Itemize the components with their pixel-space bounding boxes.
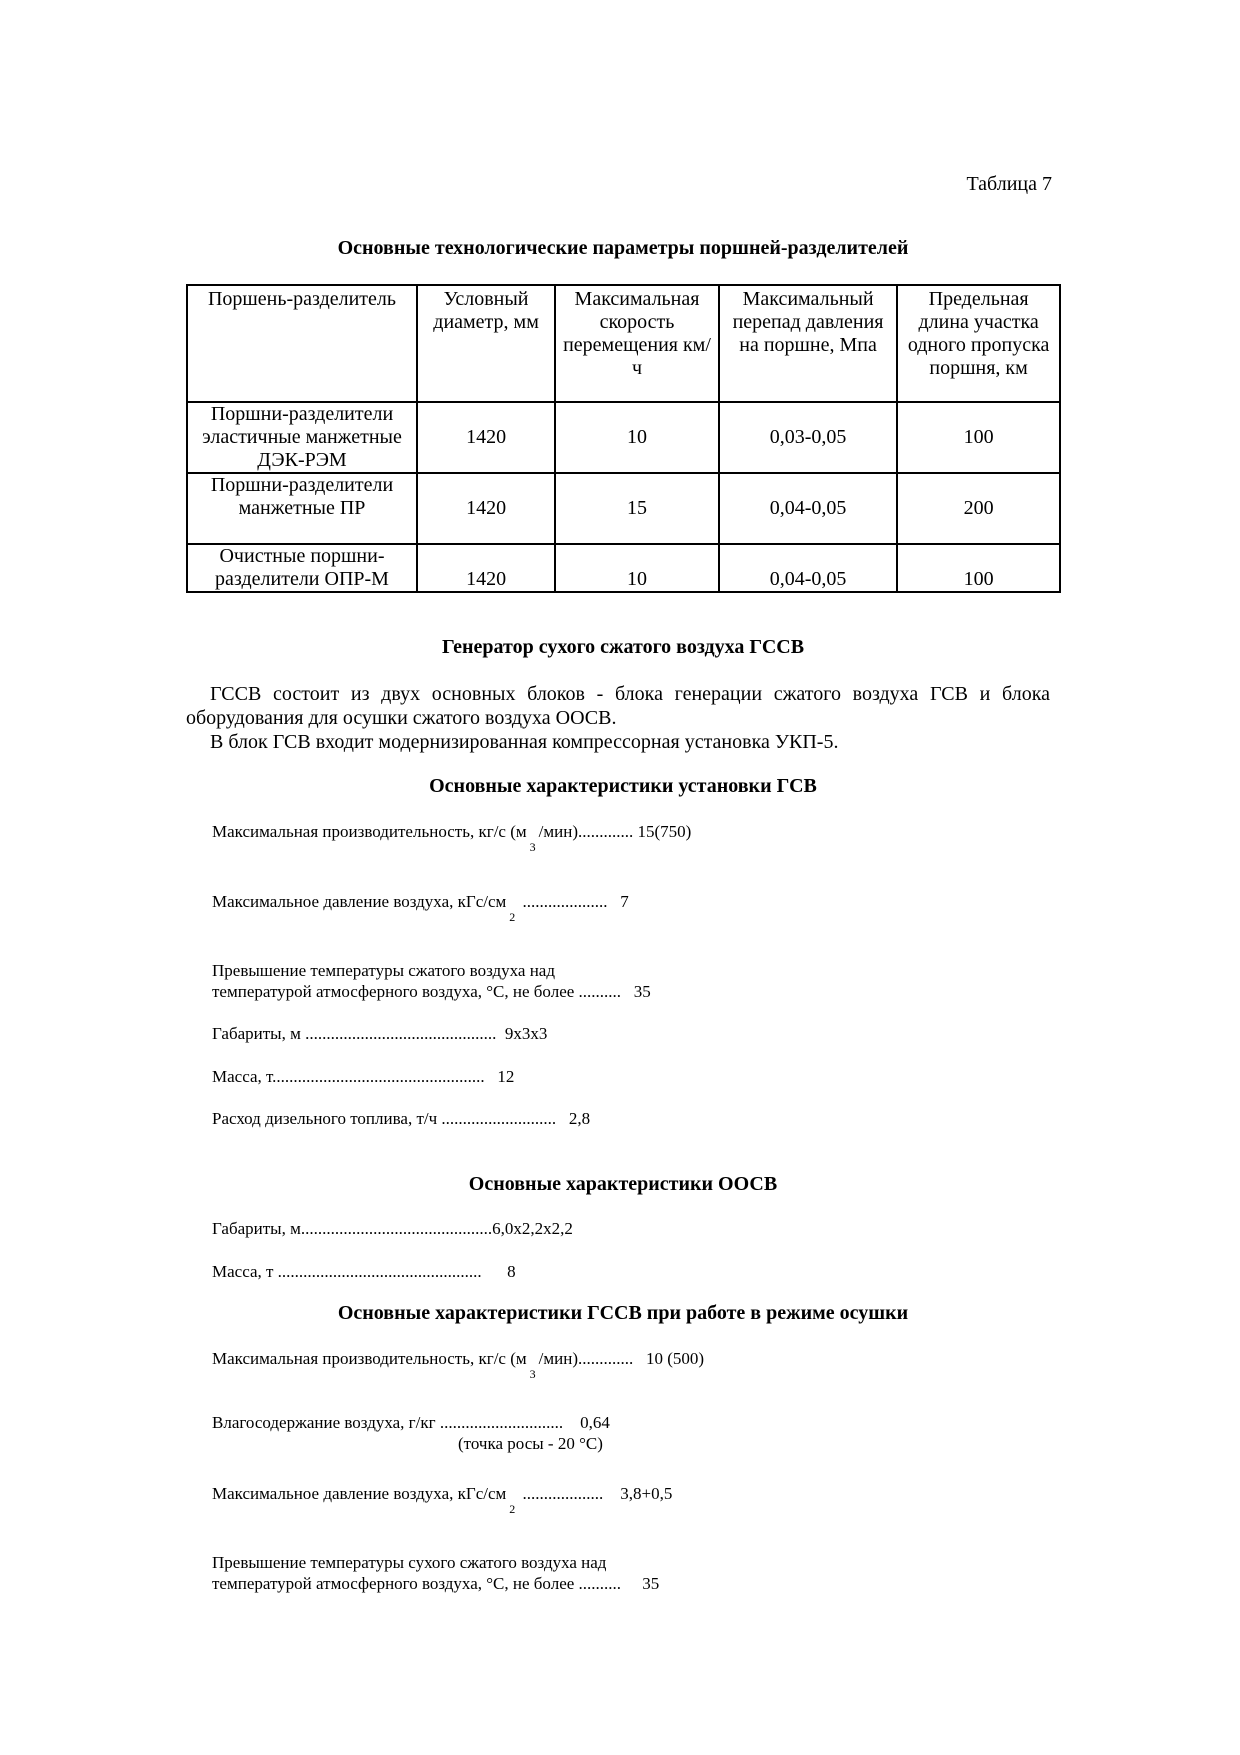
- header-diameter: Условный диаметр, мм: [417, 285, 555, 402]
- spec-line: Превышение температуры сухого сжатого воздуха над: [212, 1553, 607, 1572]
- cell-diameter: 1420: [417, 473, 555, 544]
- cell-speed: 10: [555, 544, 719, 592]
- gssv-paragraph-2: В блок ГСВ входит модернизированная компрессорная установка УКП-5.: [210, 731, 839, 753]
- table-row: [187, 402, 1060, 473]
- cell-length: 100: [897, 544, 1060, 592]
- spec-line: Превышение температуры сжатого воздуха над: [212, 961, 555, 980]
- spec-label: Максимальное давление воздуха, кГс/см: [212, 892, 507, 911]
- drying-temperature: [212, 1552, 659, 1594]
- gssv-description: [186, 682, 1050, 754]
- spec-value: /мин)............. 15(750): [538, 822, 692, 841]
- table-title: Основные технологические параметры поршней-разделителей: [337, 237, 909, 259]
- cell-pressure-drop: 0,03-0,05: [719, 402, 897, 473]
- subscript: 2: [509, 1502, 516, 1516]
- gsv-mass: Масса, т.................................................. 12: [212, 1067, 515, 1086]
- gsv-fuel-consumption: Расход дизельного топлива, т/ч ........................... 2,8: [212, 1109, 591, 1128]
- cell-diameter: 1420: [417, 402, 555, 473]
- table-header-row: [187, 285, 1060, 402]
- spec-label: Максимальная производительность, кг/с (м: [212, 822, 527, 841]
- drying-dew-point: (точка росы - 20 °С): [458, 1434, 603, 1453]
- cell-speed: 10: [555, 402, 719, 473]
- cell-speed: 15: [555, 473, 719, 544]
- drying-pressure: [212, 1483, 673, 1516]
- oosv-heading: Основные характеристики ООСВ: [468, 1173, 778, 1195]
- pistons-parameters-table: [186, 284, 1061, 593]
- cell-piston: Поршни-разделители эластичные манжетные ДЭК-РЭМ: [187, 402, 417, 473]
- spec-line: температурой атмосферного воздуха, °С, не более .......... 35: [212, 1574, 660, 1593]
- table-number-label: Таблица 7: [966, 173, 1052, 195]
- cell-piston: Поршни-разделители манжетные ПР: [187, 473, 417, 544]
- cell-pressure-drop: 0,04-0,05: [719, 544, 897, 592]
- oosv-mass: Масса, т ................................................ 8: [212, 1262, 516, 1281]
- drying-moisture: Влагосодержание воздуха, г/кг ............................. 0,64: [212, 1413, 610, 1432]
- gsv-dimensions: Габариты, м ............................................. 9х3х3: [212, 1024, 548, 1043]
- table-row: [187, 473, 1060, 544]
- spec-value: .................... 7: [518, 892, 629, 911]
- spec-value: /мин)............. 10 (500): [538, 1349, 705, 1368]
- header-piston: Поршень-разделитель: [187, 285, 417, 402]
- cell-length: 200: [897, 473, 1060, 544]
- subscript: 3: [529, 1367, 536, 1381]
- gssv-paragraph-1: ГССВ состоит из двух основных блоков - блока генерации сжатого воздуха ГСВ и блока оборудования для осушки сжатого воздуха ООСВ.: [186, 683, 1050, 729]
- spec-label: Максимальное давление воздуха, кГс/см: [212, 1484, 507, 1503]
- subscript: 3: [529, 840, 536, 854]
- gssv-heading: Генератор сухого сжатого воздуха ГССВ: [441, 636, 805, 658]
- header-speed: Максимальная скорость перемещения км/ч: [555, 285, 719, 402]
- drying-heading: Основные характеристики ГССВ при работе в режиме осушки: [337, 1302, 909, 1324]
- subscript: 2: [509, 910, 516, 924]
- oosv-dimensions: Габариты, м.............................................6,0х2,2х2,2: [212, 1219, 573, 1238]
- header-length: Предельная длина участка одного пропуска поршня, км: [897, 285, 1060, 402]
- cell-length: 100: [897, 402, 1060, 473]
- table-row: [187, 544, 1060, 592]
- spec-line: температурой атмосферного воздуха, °С, не более .......... 35: [212, 982, 651, 1001]
- gsv-temperature: [212, 960, 651, 1002]
- gsv-heading: Основные характеристики установки ГСВ: [429, 775, 817, 797]
- spec-label: Максимальная производительность, кг/с (м: [212, 1349, 527, 1368]
- drying-productivity: [212, 1348, 705, 1381]
- spec-value: ................... 3,8+0,5: [518, 1484, 673, 1503]
- header-pressure-drop: Максимальный перепад давления на поршне, Мпа: [719, 285, 897, 402]
- cell-piston: Очистные поршни-разделители ОПР-М: [187, 544, 417, 592]
- gsv-productivity: [212, 821, 692, 854]
- cell-diameter: 1420: [417, 544, 555, 592]
- gsv-pressure: [212, 891, 629, 924]
- cell-pressure-drop: 0,04-0,05: [719, 473, 897, 544]
